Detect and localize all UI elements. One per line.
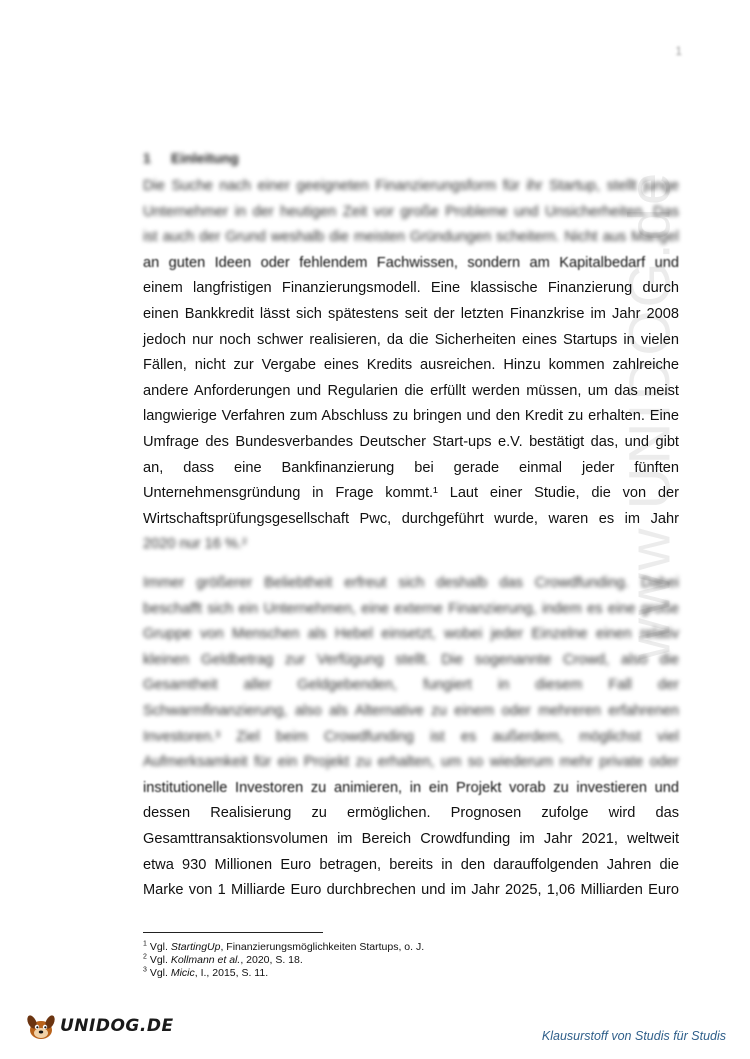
footnote-details: , 2020, S. 18. [240,954,303,966]
text-line: jedoch nur noch schwer realisieren, da die Sicherheiten eines Startups in vielen [143,331,679,348]
footnote-divider [143,932,323,933]
text-line: dessen Realisierung zu ermöglichen. Prognosen zufolge wird das [143,805,679,822]
text-line: an guten Ideen oder fehlendem Fachwissen, sondern am Kapitalbedarf und [143,254,679,271]
section-number: 1 [143,150,151,166]
text-line: andere Anforderungen und Regularien die erfüllt werden müssen, um das meist [143,382,679,399]
text-line: Schwarmfinanzierung, also als Alternative zu einem oder mehreren erfahrenen [143,703,679,719]
text-line: Die Suche nach einer geeigneten Finanzierungsform für ihr Startup, stellt junge [143,178,679,194]
footnote-source: Kollmann et al. [170,954,241,966]
text-line: Aufmerksamkeit für ein Projekt zu erhalten, um so wiederum mehr private oder [143,754,679,771]
text-line: beschafft sich ein Unternehmen, eine externe Finanzierung, indem es eine große [143,600,679,617]
text-line: Wirtschaftsprüfungsgesellschaft Pwc, durchgeführt wurde, waren es im Jahr [143,510,679,527]
text-line: Immer größerer Beliebtheit erfreut sich deshalb das Crowdfunding. Dabei [143,575,679,591]
text-line: Investoren.³ Ziel beim Crowdfunding ist es außerdem, möglichst viel [143,728,679,745]
footnote-prefix: Vgl. [149,967,171,979]
text-line: Marke von 1 Milliarde Euro durchbrechen und im Jahr 2025, 1,06 Milliarden Euro [143,882,679,899]
text-line: Fällen, nicht zur Vergabe eines Kredits ausreichen. Hinzu kommen zahlreiche [143,357,679,374]
footnote-details: , Finanzierungsmöglichkeiten Startups, o. J. [220,941,425,953]
text-line: einen Bankkredit lässt sich spätestens seit der letzten Finanzkrise im Jahr 2008 [143,306,679,322]
text-line: Gruppe von Menschen als Hebel einsetzt, wobei jeder Einzelne einen relativ [143,626,679,643]
page-number: 1 [675,44,682,58]
text-line: kleinen Geldbetrag zur Verfügung stellt. Die sogenannte Crowd, also die [143,651,679,668]
footnote-item [143,941,424,953]
section-heading [143,150,239,166]
text-line: langwierige Verfahren zum Abschluss zu bringen und den Kredit zu erhalten. Eine [143,408,679,425]
footnote-number: 3 [143,966,147,974]
text-line: etwa 930 Millionen Euro betragen, bereits in den darauffolgenden Jahren die [143,856,679,873]
text-line: Gesamttransaktionsvolumen im Bereich Crowdfunding im Jahr 2021, weltweit [143,831,679,847]
logo-text: UNIDOG.DE [60,1016,174,1036]
text-line: einem langfristigen Finanzierungsmodell. Eine klassische Finanzierung durch [143,280,679,297]
text-line: Unternehmer in der heutigen Zeit vor große Probleme und Unsicherheiten. Das [143,203,679,220]
footnote-item [143,954,303,966]
text-line: ist auch der Grund weshalb die meisten Gründungen scheitern. Nicht aus Mangel [143,229,679,246]
section-title: Einleitung [171,150,239,166]
footnote-source: Micic [170,967,195,979]
text-line: 2020 nur 16 %.² [143,536,247,553]
watermark: www.UNIDOG.de [617,169,683,660]
text-line: Umfrage des Bundesverbandes Deutscher Start-ups e.V. bestätigt das, und gibt [143,434,679,450]
footnote-prefix: Vgl. [149,954,171,966]
text-line: Unternehmensgründung in Frage kommt.¹ Laut einer Studie, die von der [143,485,679,502]
footnote-source: StartingUp [170,941,221,953]
text-line: Gesamtheit aller Geldgebenden, fungiert in diesem Fall der [143,677,679,694]
footnote-details: , I., 2015, S. 11. [194,967,269,979]
text-line: institutionelle Investoren zu animieren, in ein Projekt vorab zu investieren und [143,779,679,796]
footnote-item [143,967,268,979]
footnote-prefix: Vgl. [149,941,171,953]
text-line: an, dass eine Bankfinanzierung bei gerade einmal jeder fünften [143,459,679,476]
footnote-number: 1 [143,940,147,948]
footnote-number: 2 [143,953,147,961]
footer-tagline: Klausurstoff von Studis für Studis [541,1029,726,1043]
dog-icon [24,1011,58,1041]
unidog-logo [24,1011,174,1041]
